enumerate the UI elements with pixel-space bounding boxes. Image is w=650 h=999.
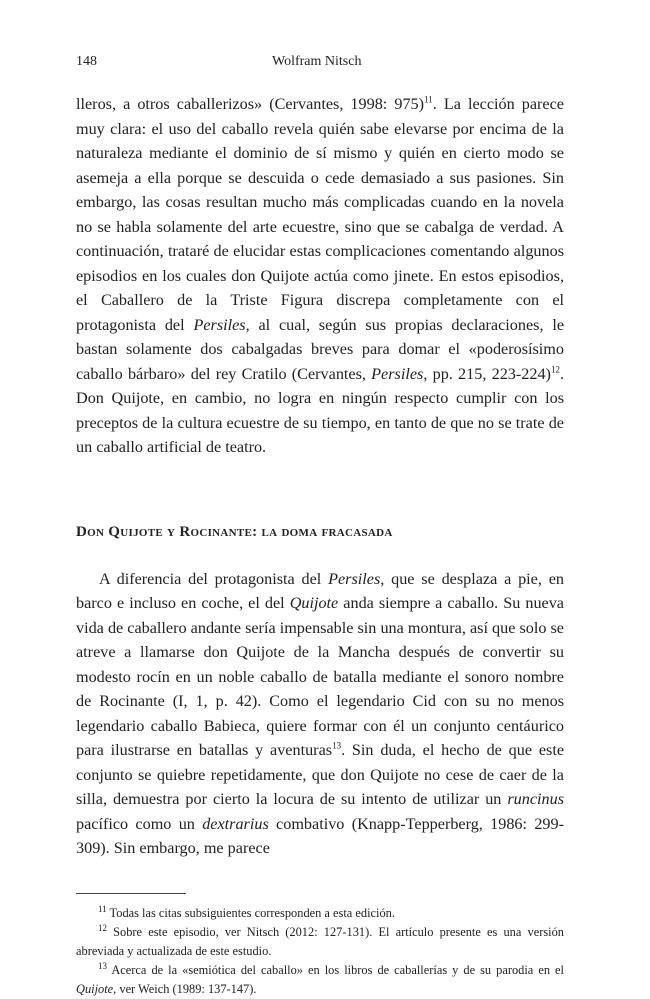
footnote-ref-12[interactable]: 12 (550, 364, 560, 375)
italic-title: Persiles (371, 364, 424, 383)
page-number: 148 (76, 54, 97, 69)
text-run: lleros, a otros caballerizos» (Cervantes, 1998: 975) (76, 95, 425, 113)
footnote-number: 12 (98, 922, 107, 933)
section-heading: Don Quijote y Rocinante: la doma fracasada (76, 523, 393, 540)
text-run: anda siempre a caballo. Su nueva vida de caballero andante sería impensable sin una montura, así que solo se atreve a llamarse don Quijote de la Mancha después de convertir su modesto rocín en un noble caballo de batalla mediante el sonoro nombre de Rocinante (I, 1, p. 42). Como el legendario Cid con su no menos legendario caballo Babieca, quiere formar con él un conjunto centáurico para ilustrarse en batallas y aventuras (76, 594, 564, 759)
text-run: . La lección parece muy clara: el uso del caballo revela quién sabe elevarse por encima de la naturaleza mediante el dominio de sí mismo y quién en cierto modo se asemeja a ella porque se descuida o cede demasiado a sus pasiones. Sin embargo, las cosas resultan mucho más complicadas cuando en la novela no se habla solamente del arte ecuestre, sino que se cabalga de verdad. A continuación, trataré de elucidar estas complicaciones comentando algunos episodios en los cuales don Quijote actúa como jinete. En estos episodios, el Caballero de la Triste Figura discrepa completamente con el protagonista del (76, 95, 564, 334)
running-head: Wolfram Nitsch (272, 54, 362, 69)
footnote-ref-11[interactable]: 11 (424, 94, 433, 105)
text-run: que se desplaza a pie, en barco e incluso en coche, el del (76, 569, 564, 612)
italic-title: Persiles (193, 315, 246, 334)
footnote-number: 11 (98, 903, 107, 914)
footnote-text: Acerca de la «semiótica del caballo» en los libros de caballerías y de su parodia en el (107, 962, 564, 977)
footnote-text: , ver Weich (1989: 137-147). (113, 981, 257, 996)
body-paragraph-1 (76, 92, 564, 460)
text-run: . Sin duda, el hecho de que este conjunto se quiebre repetidamente, que don Quijote no cese de caer de la silla, demuestra por cierto la locura de su intento de utilizar un (76, 741, 564, 808)
text-run: . Don Quijote, en cambio, no logra en ningún respecto cumplir con los preceptos de la cultura ecuestre de su tiempo, en tanto de que no se trate de un caballo artificial de teatro. (76, 364, 564, 456)
text-run: , al cual, según sus propias declaraciones, le bastan solamente dos cabalgadas breves para domar el «poderosísimo caballo bárbaro» del rey Cratilo (Cervantes, (76, 315, 565, 383)
footnote-12 (76, 923, 564, 961)
footnote-number: 13 (98, 960, 107, 971)
italic-term: dextrarius (202, 814, 269, 833)
footnote-11 (76, 904, 564, 923)
italic-title: Persiles, (328, 569, 385, 588)
italic-title: Quijote (76, 981, 114, 996)
body-paragraph-2 (76, 567, 564, 861)
text-run: A diferencia del protagonista del (99, 569, 329, 588)
text-run: combativo (Knapp-Tepperberg, 1986: 299-309). Sin embargo, me parece (76, 814, 564, 857)
italic-term: runcinus (507, 790, 564, 808)
footnote-divider (76, 893, 186, 894)
page (76, 54, 564, 999)
italic-title: Quijote (289, 594, 339, 612)
text-run: , pp. 215, 223-224) (423, 364, 551, 383)
footnote-ref-13[interactable]: 13 (332, 740, 342, 751)
footnote-text: Todas las citas subsiguientes corresponden a esta edición. (106, 905, 395, 920)
page-header (76, 54, 564, 76)
footnote-13 (76, 961, 564, 999)
footnote-text: Sobre este episodio, ver Nitsch (2012: 127-131). El artículo presente es una versión abreviada y actualizada de este estudio. (76, 924, 564, 958)
text-run: pacífico como un (76, 814, 203, 833)
